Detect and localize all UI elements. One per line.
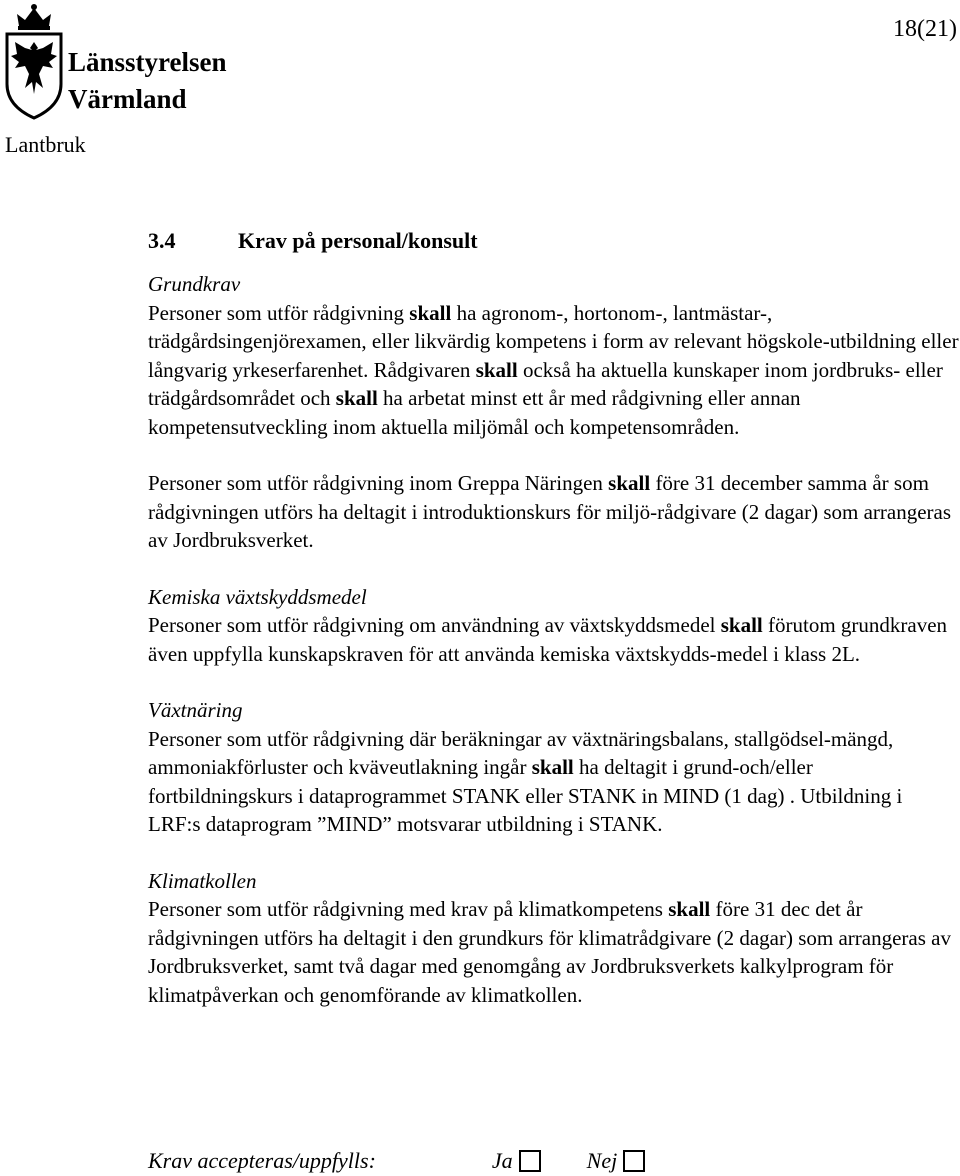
acceptance-label: Krav accepteras/uppfylls: bbox=[148, 1148, 376, 1173]
section-number: 3.4 bbox=[148, 228, 176, 253]
yes-label: Ja bbox=[491, 1148, 513, 1173]
coat-of-arms-icon bbox=[3, 2, 65, 122]
page-number: 18(21) bbox=[893, 16, 957, 42]
subheading-kemiska: Kemiska växtskyddsmedel bbox=[148, 584, 367, 609]
subheading-vaxtnaring: Växtnäring bbox=[148, 698, 243, 722]
yes-checkbox[interactable] bbox=[519, 1150, 541, 1172]
section-heading bbox=[148, 226, 960, 256]
org-name-line2: Värmland bbox=[68, 84, 187, 114]
document-body bbox=[148, 226, 960, 1009]
logo bbox=[3, 2, 233, 122]
option-yes bbox=[492, 1146, 541, 1176]
org-name-line1: Länsstyrelsen bbox=[68, 47, 227, 77]
paragraph-kemiska: Personer som utför rådgivning om användning av växtskyddsmedel skall förutom grundkraven även uppfylla kunskapskraven för att använda kemiska växtskydds-medel i klass 2L. bbox=[148, 613, 948, 666]
paragraph-grundkrav-2: Personer som utför rådgivning inom Greppa Näringen skall före 31 december samma år som rådgivningen utförs ha deltagit i introduktionskurs för miljö-rådgivare (2 dagar) som arrangeras av Jordbruksverket. bbox=[148, 471, 952, 552]
option-no bbox=[587, 1146, 646, 1176]
paragraph-vaxtnaring: Personer som utför rådgivning där beräkningar av växtnäringsbalans, stallgödsel-mängd, ammoniakförluster och kväveutlakning ingår skall ha deltagit i grund-och/eller fortbildningskurs i dataprogrammet STANK eller STANK in MIND (1 dag) . Utbildning i LRF:s dataprogram ”MIND” motsvarar utbildning i STANK. bbox=[148, 726, 903, 836]
section-title: Krav på personal/konsult bbox=[238, 228, 478, 253]
subheading-klimatkollen: Klimatkollen bbox=[148, 868, 257, 893]
subheading-grundkrav: Grundkrav bbox=[148, 272, 241, 296]
paragraph-klimatkollen: Personer som utför rådgivning med krav på klimatkompetens skall före 31 dec det år rådgivningen utförs ha deltagit i den grundkurs för klimatrådgivare (2 dagar) som arrangeras av Jordbruksverket, samt två dagar med genomgång av Jordbruksverkets kalkylprogram för klimatpåverkan och genomförande av klimatkollen. bbox=[148, 897, 951, 1007]
no-checkbox[interactable] bbox=[623, 1150, 645, 1172]
no-label: Nej bbox=[586, 1148, 618, 1173]
paragraph-grundkrav-1: Personer som utför rådgivning skall ha agronom-, hortonom-, lantmästar-, trädgårdsingenjörexamen, eller likvärdig kompetens i form av relevant högskole-utbildning eller långvarig yrkeserfarenhet. Rådgivaren skall också ha aktuella kunskaper inom jordbruks- eller trädgårdsområdet och skall ha arbetat minst ett år med rådgivning eller annan kompetensutveckling inom aktuella miljömål och kompetensområden. bbox=[148, 300, 959, 439]
acceptance-row bbox=[148, 1146, 645, 1176]
department-label: Lantbruk bbox=[5, 132, 86, 157]
